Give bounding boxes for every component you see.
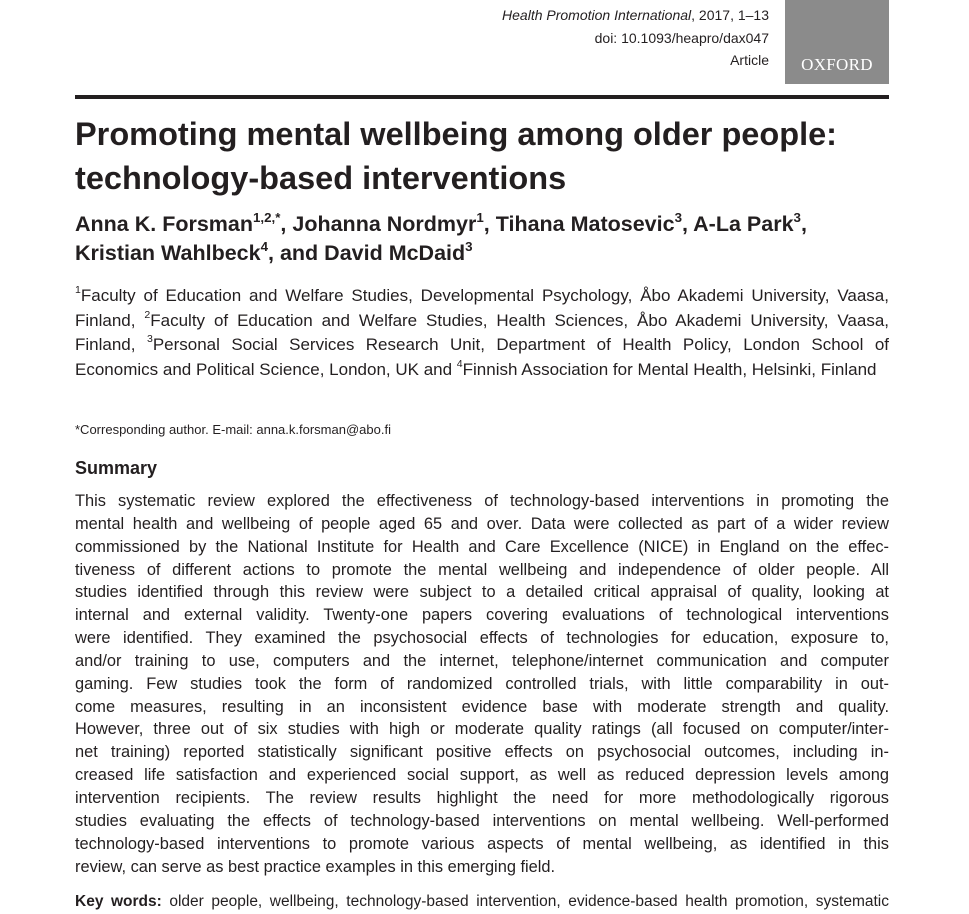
affil-ref: 2 — [144, 308, 151, 321]
author-affil-ref: 3 — [465, 238, 473, 254]
summary-heading: Summary — [75, 458, 158, 478]
author-separator: , — [800, 212, 807, 236]
affiliation: Personal Social Services Research Unit, Department of Health Policy, London School of Economics and Political Science, London, UK and — [75, 335, 889, 379]
author-affil-ref: 1,2,* — [253, 209, 281, 225]
summary-line: net training) reported statistically significant positive effects on psychosocial outcomes, including in- — [75, 743, 889, 762]
journal-year-pages: , 2017, 1–13 — [691, 7, 769, 23]
affil-ref: 3 — [146, 333, 153, 346]
publisher-logo — [785, 0, 889, 84]
author-affil-ref: 3 — [793, 209, 801, 225]
paper-title — [75, 112, 905, 200]
title-line-2: technology-based interventions — [75, 160, 567, 196]
summary-line: studies identified through this review were subject to a detailed critical appraisal of quality, looking at — [75, 583, 889, 602]
summary-line: technology-based interventions to promote various aspects of mental wellbeing, as identified in this — [75, 834, 889, 853]
author: Anna K. Forsman — [75, 212, 253, 236]
affiliation: Faculty of Education and Welfare Studies, Health Sciences, Åbo Akademi University, Vaasa, Finland, — [75, 310, 890, 355]
author-affil-ref: 1 — [476, 209, 484, 225]
summary-line: come measures, resulting in an inconsistent evidence base with moderate strength and quality. — [75, 697, 889, 716]
summary-line: review, can serve as best practice examples in this emerging field. — [75, 857, 556, 876]
affil-ref: 4 — [456, 358, 463, 371]
affil-ref: 1 — [75, 284, 81, 297]
author-separator: , — [483, 212, 496, 236]
author-affil-ref: 4 — [260, 238, 269, 254]
summary-line: internal and external validity. Twenty-one papers covering evaluations of technological interventions — [75, 606, 889, 625]
title-line-1: Promoting mental wellbeing among older people: — [75, 116, 838, 152]
author: Kristian Wahlbeck — [75, 241, 261, 265]
summary-line: tiveness of different actions to promote the mental wellbeing and independence of older people. All — [75, 560, 889, 579]
author-affil-ref: 3 — [674, 209, 682, 225]
article-type: Article — [730, 52, 769, 68]
author-separator: , — [682, 212, 694, 236]
author-list — [75, 210, 905, 268]
journal-citation — [502, 4, 769, 27]
corresponding-author: *Corresponding author. E-mail: anna.k.forsman@abo.fi — [75, 422, 391, 437]
author-separator: , — [280, 212, 293, 236]
keywords-label: Key words: — [75, 893, 162, 910]
author: David McDaid — [324, 241, 466, 265]
affiliation: Faculty of Education and Welfare Studies, Developmental Psychology, Åbo Akademi University, Vaasa, Finland, — [75, 286, 889, 330]
doi: doi: 10.1093/heapro/dax047 — [594, 29, 769, 46]
affiliation: Finnish Association for Mental Health, Helsinki, Finland — [462, 359, 877, 379]
summary-line: were identified. They examined the psychosocial effects of technologies for education, exposure to, — [75, 629, 889, 648]
header-rule — [75, 95, 889, 99]
journal-name: Health Promotion International — [502, 7, 692, 23]
author: Johanna Nordmyr — [292, 212, 477, 236]
summary-line: creased life satisfaction and experienced social support, as well as reduced depression levels among — [75, 766, 889, 785]
summary-line: intervention recipients. The review results highlight the need for more methodologically rigorous — [75, 788, 889, 807]
publisher-logo-text: OXFORD — [801, 55, 873, 74]
affiliations — [75, 284, 889, 382]
summary-line: gaming. Few studies took the form of randomized controlled trials, with little comparability in out- — [75, 674, 889, 693]
summary-line: studies evaluating the effects of technology-based interventions on mental wellbeing. Well-performed — [75, 811, 889, 830]
keywords — [75, 891, 889, 913]
summary-line: and/or training to use, computers and the internet, telephone/internet communication and computer — [75, 651, 889, 670]
author-separator: , and — [268, 241, 325, 265]
author: A-La Park — [693, 212, 794, 236]
summary-line: However, three out of six studies with high or moderate quality ratings (all focused on computer/inter- — [75, 720, 889, 739]
summary-line: This systematic review explored the effectiveness of technology-based interventions in promoting the — [75, 492, 889, 510]
summary-line: commissioned by the National Institute for Health and Care Excellence (NICE) in England on the effec- — [75, 537, 889, 556]
summary-line: mental health and wellbeing of people aged 65 and over. Data were collected as part of a wider review — [75, 514, 889, 533]
author: Tihana Matosevic — [495, 212, 675, 236]
summary-body — [75, 490, 889, 878]
journal-info — [502, 4, 769, 72]
keywords-text: older people, wellbeing, technology-based intervention, evidence-based health promotion, systematic — [161, 893, 889, 910]
